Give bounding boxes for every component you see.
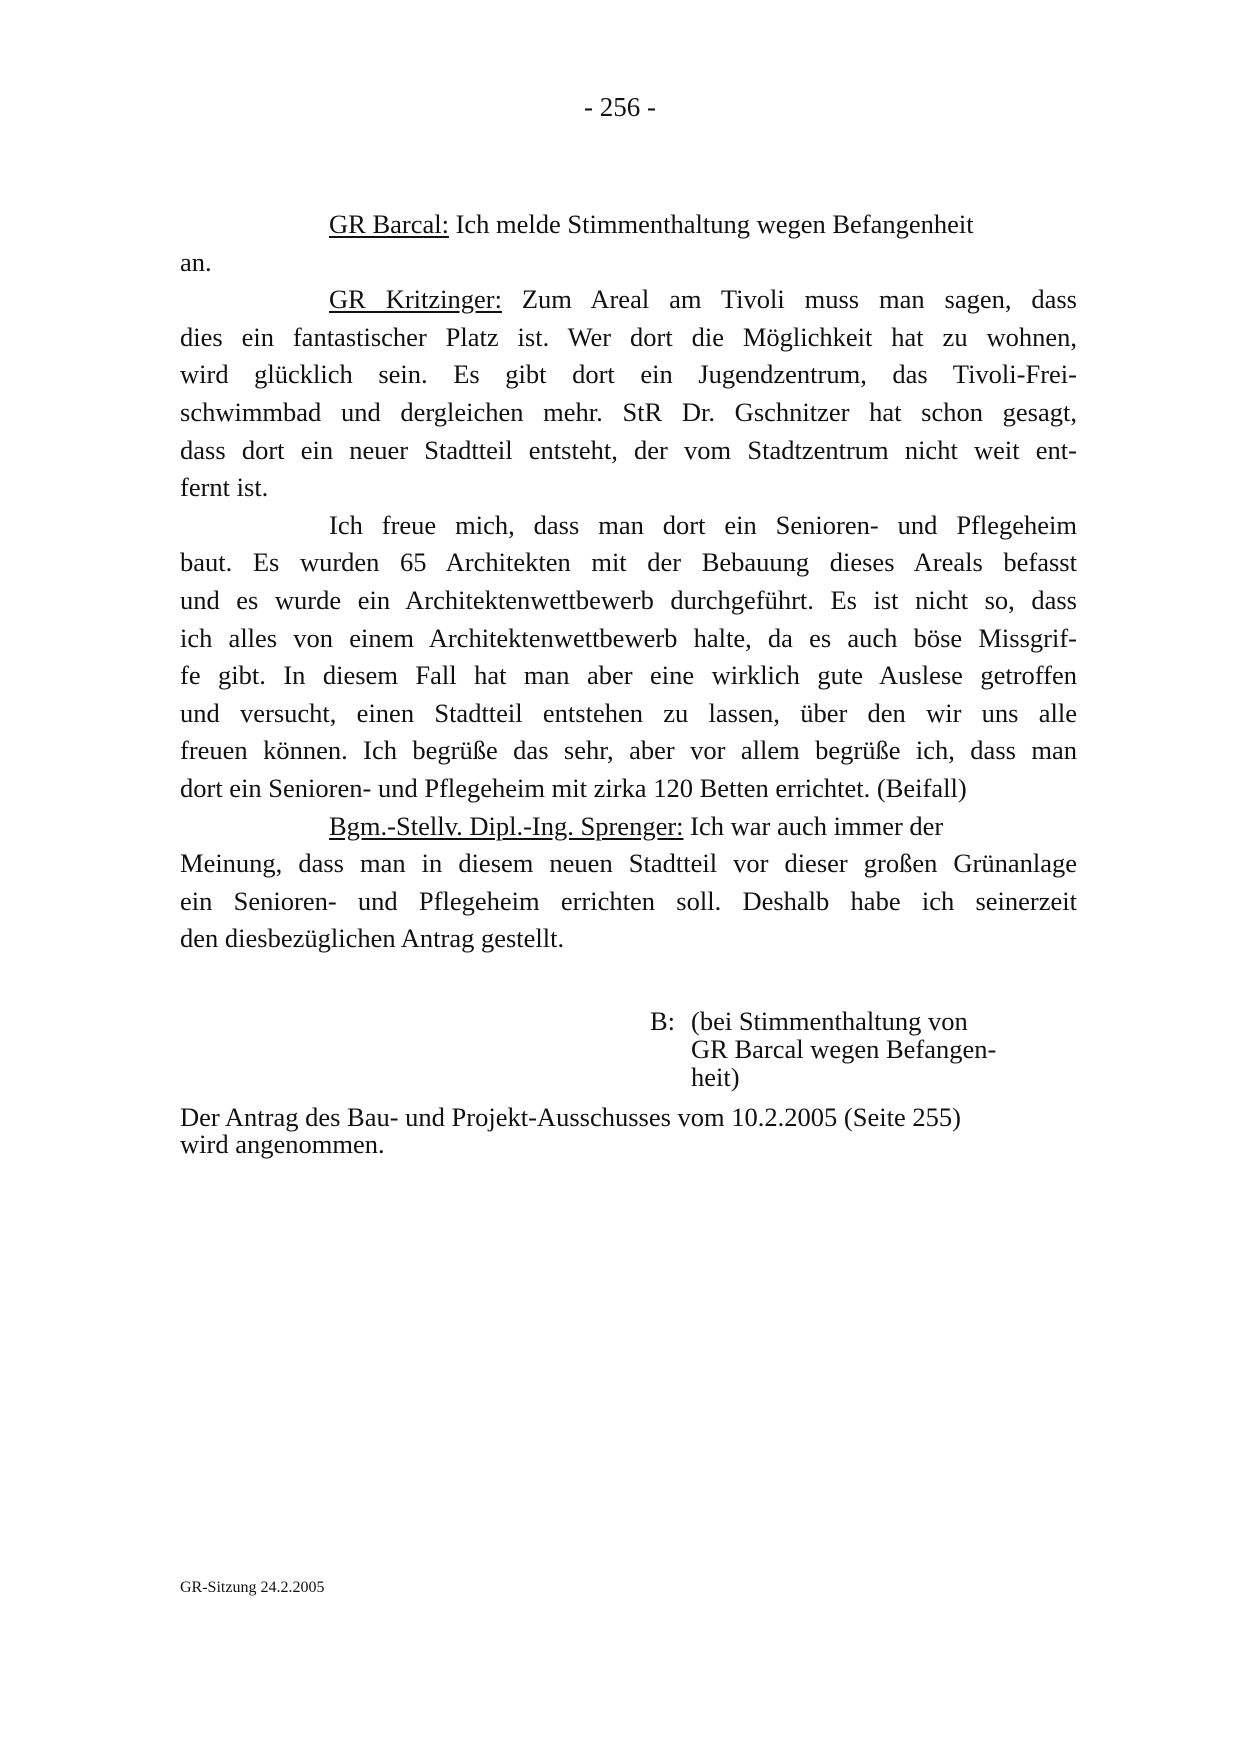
statement-kritzinger-continued (180, 507, 1077, 808)
page-number: - 256 - (584, 92, 656, 122)
statement-kritzinger (180, 281, 1077, 507)
statement-line: Ich freue mich, dass man dort ein Senioren- und Pflegeheim (329, 509, 1077, 540)
statement-line: baut. Es wurden 65 Architekten mit der Bebauung dieses Areals befasst (180, 547, 1077, 578)
decision-text (180, 1104, 1080, 1158)
statement-line: dies ein fantastischer Platz ist. Wer dort die Möglichkeit hat zu wohnen, (180, 321, 1077, 352)
statement-line: an. (180, 246, 212, 277)
statement-line: dass dort ein neuer Stadtteil entsteht, der vom Stadtzentrum nicht weit ent- (180, 434, 1077, 465)
statement-sprenger (180, 808, 1077, 958)
statement-line: GR Kritzinger: Zum Areal am Tivoli muss man sagen, dass (329, 284, 1077, 315)
vote-label: B: (650, 1006, 676, 1036)
statement-line: und versucht, einen Stadtteil entstehen zu lassen, über den wir uns alle (180, 697, 1077, 728)
vote-line: heit) (691, 1062, 740, 1092)
vote-text (691, 1007, 1081, 1091)
statement-line: ein Senioren- und Pflegeheim errichten soll. Deshalb habe ich seinerzeit (180, 885, 1077, 916)
statement-line: und es wurde ein Architektenwettbewerb durchgeführt. Es ist nicht so, dass (180, 584, 1077, 615)
statement-line: fe gibt. In diesem Fall hat man aber eine wirklich gute Auslese getroffen (180, 660, 1077, 691)
statement-line: Meinung, dass man in diesem neuen Stadtteil vor dieser großen Grünanlage (180, 848, 1077, 879)
statement-line: GR Barcal: Ich melde Stimmenthaltung wegen Befangenheit (329, 209, 974, 239)
decision-line: Der Antrag des Bau- und Projekt-Ausschusses vom 10.2.2005 (Seite 255) (180, 1102, 961, 1132)
statement-line: Bgm.-Stellv. Dipl.-Ing. Sprenger: Ich war auch immer der (329, 810, 944, 841)
statement-line: ich alles von einem Architektenwettbewerb halte, da es auch böse Missgrif- (180, 622, 1077, 653)
statement-line: fernt ist. (180, 472, 269, 503)
statement-line: wird glücklich sein. Es gibt dort ein Jugendzentrum, das Tivoli-Frei- (180, 359, 1077, 390)
statement-barcal (180, 206, 1077, 281)
footer-session-date: GR-Sitzung 24.2.2005 (180, 1579, 325, 1596)
speaker-name: GR Barcal: (329, 209, 449, 239)
speaker-name: GR Kritzinger: (329, 284, 502, 315)
statement-line: den diesbezüglichen Antrag gestellt. (180, 923, 565, 954)
vote-line: (bei Stimmenthaltung von (691, 1006, 968, 1036)
statement-line: dort ein Senioren- und Pflegeheim mit zirka 120 Betten errichtet. (Beifall) (180, 772, 967, 803)
decision-line: wird angenommen. (180, 1129, 385, 1159)
minutes-body (180, 206, 1077, 958)
statement-line: schwimmbad und dergleichen mehr. StR Dr. Gschnitzer hat schon gesagt, (180, 396, 1077, 427)
vote-line: GR Barcal wegen Befangen- (691, 1034, 997, 1064)
speaker-name: Bgm.-Stellv. Dipl.-Ing. Sprenger: (329, 810, 684, 841)
statement-line: freuen können. Ich begrüße das sehr, aber vor allem begrüße ich, dass man (180, 735, 1077, 766)
